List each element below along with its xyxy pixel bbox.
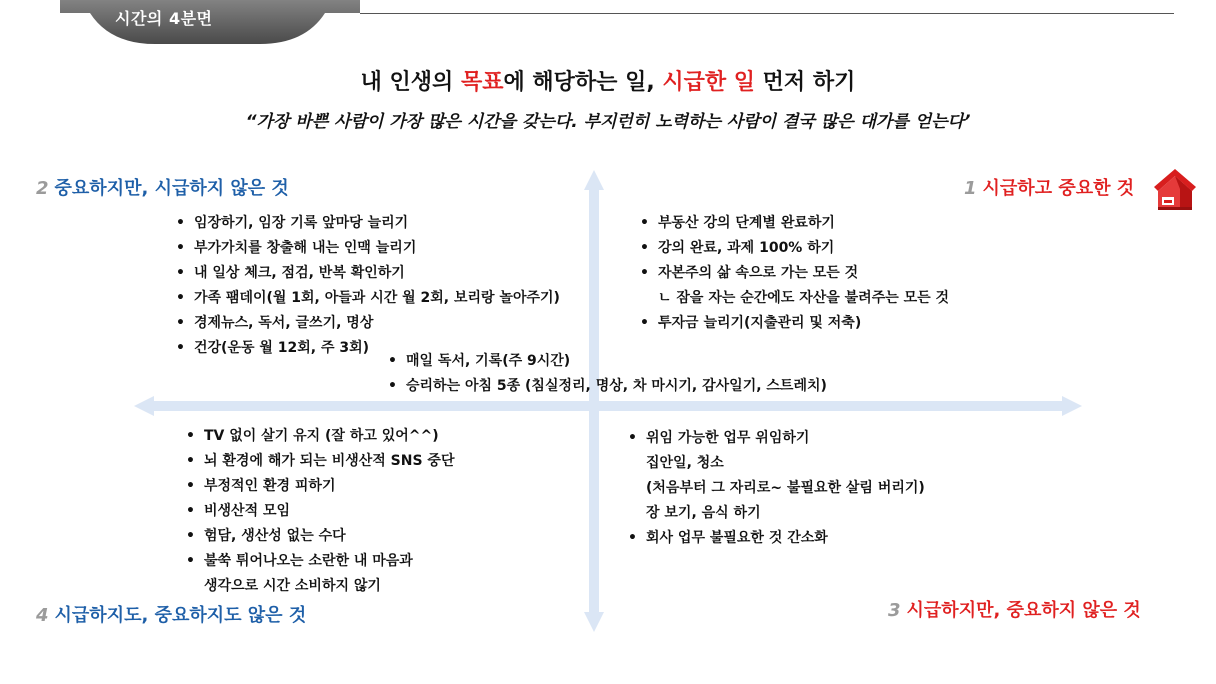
list-item: • 자본주의 삶 속으로 가는 모든 것: [636, 261, 949, 286]
q3-label-text: 시급하지만, 중요하지 않은 것: [906, 600, 1141, 621]
list-item: • 강의 완료, 과제 100% 하기: [636, 236, 949, 261]
q3-list: [624, 426, 925, 551]
q1-label-text: 시급하고 중요한 것: [982, 178, 1135, 199]
list-item: ㄴ 잠을 자는 순간에도 자산을 불려주는 모든 것: [658, 290, 950, 306]
list-item: • 불쑥 튀어나오는 소란한 내 마음과: [182, 549, 454, 574]
list-item: • 내 일상 체크, 점검, 반복 확인하기: [172, 261, 560, 286]
list-item: • 승리하는 아침 5종 (침실정리, 명상, 차 마시기, 감사일기, 스트레치): [384, 374, 827, 399]
list-item: 집안일, 청소: [646, 455, 724, 471]
page-subtitle: “가장 바쁜 사람이 가장 많은 시간을 갖는다. 부지런히 노력하는 사람이 결국 많은 대가를 얻는다’: [245, 112, 971, 132]
list-item: • 임장하기, 임장 기록 앞마당 늘리기: [172, 211, 560, 236]
q1-list: [636, 211, 949, 336]
house-icon: [1152, 167, 1198, 211]
axis-arrow-up: [584, 170, 604, 190]
center-list: [384, 349, 827, 399]
list-item: (처음부터 그 자리로~ 불필요한 살림 버리기): [646, 480, 925, 496]
q4-list: [182, 424, 454, 599]
list-item: • 회사 업무 불필요한 것 간소화: [624, 526, 925, 551]
list-item: • 투자금 늘리기(지출관리 및 저축): [636, 311, 949, 336]
q1-number: 1: [964, 178, 977, 199]
q1-label: [964, 174, 1134, 200]
title-urgent: 시급한 일: [662, 70, 756, 95]
list-item: 장 보기, 음식 하기: [646, 505, 761, 521]
q3-number: 3: [888, 600, 901, 621]
list-item: • TV 없이 살기 유지 (잘 하고 있어^^): [182, 424, 454, 449]
title-goal: 목표: [460, 70, 504, 95]
list-item: • 부가가치를 창출해 내는 인맥 늘리기: [172, 236, 560, 261]
axis-arrow-down: [584, 612, 604, 632]
list-item: 생각으로 시간 소비하지 않기: [204, 578, 381, 594]
q2-number: 2: [36, 178, 49, 199]
horizontal-axis: [152, 401, 1062, 411]
q4-label: [36, 601, 306, 627]
axis-arrow-left: [134, 396, 154, 416]
axis-arrow-right: [1062, 396, 1082, 416]
q2-list: [172, 211, 560, 361]
header-tab-label: 시간의 4분면: [115, 9, 213, 28]
list-item: • 건강(운동 월 12회, 주 3회): [172, 336, 560, 361]
title-part3: 먼저 하기: [755, 70, 856, 95]
q2-label: [36, 174, 289, 200]
list-item: • 위임 가능한 업무 위임하기: [624, 426, 925, 451]
list-item: • 부동산 강의 단계별 완료하기: [636, 211, 949, 236]
list-item: • 험담, 생산성 없는 수다: [182, 524, 454, 549]
list-item: • 비생산적 모임: [182, 499, 454, 524]
title-part2: 에 해당하는 일,: [503, 70, 663, 95]
list-item: • 뇌 환경에 해가 되는 비생산적 SNS 중단: [182, 449, 454, 474]
list-item: • 매일 독서, 기록(주 9시간): [384, 349, 827, 374]
q3-label: [888, 596, 1141, 622]
q4-number: 4: [36, 605, 49, 626]
q2-label-text: 중요하지만, 시급하지 않은 것: [54, 178, 289, 199]
list-item: • 가족 팸데이(월 1회, 아들과 시간 월 2회, 보리랑 놀아주기): [172, 286, 560, 311]
list-item: • 부정적인 환경 피하기: [182, 474, 454, 499]
q4-label-text: 시급하지도, 중요하지도 않은 것: [54, 605, 307, 626]
list-item: • 경제뉴스, 독서, 글쓰기, 명상: [172, 311, 560, 336]
title-part1: 내 인생의: [360, 70, 461, 95]
vertical-axis: [589, 188, 599, 613]
